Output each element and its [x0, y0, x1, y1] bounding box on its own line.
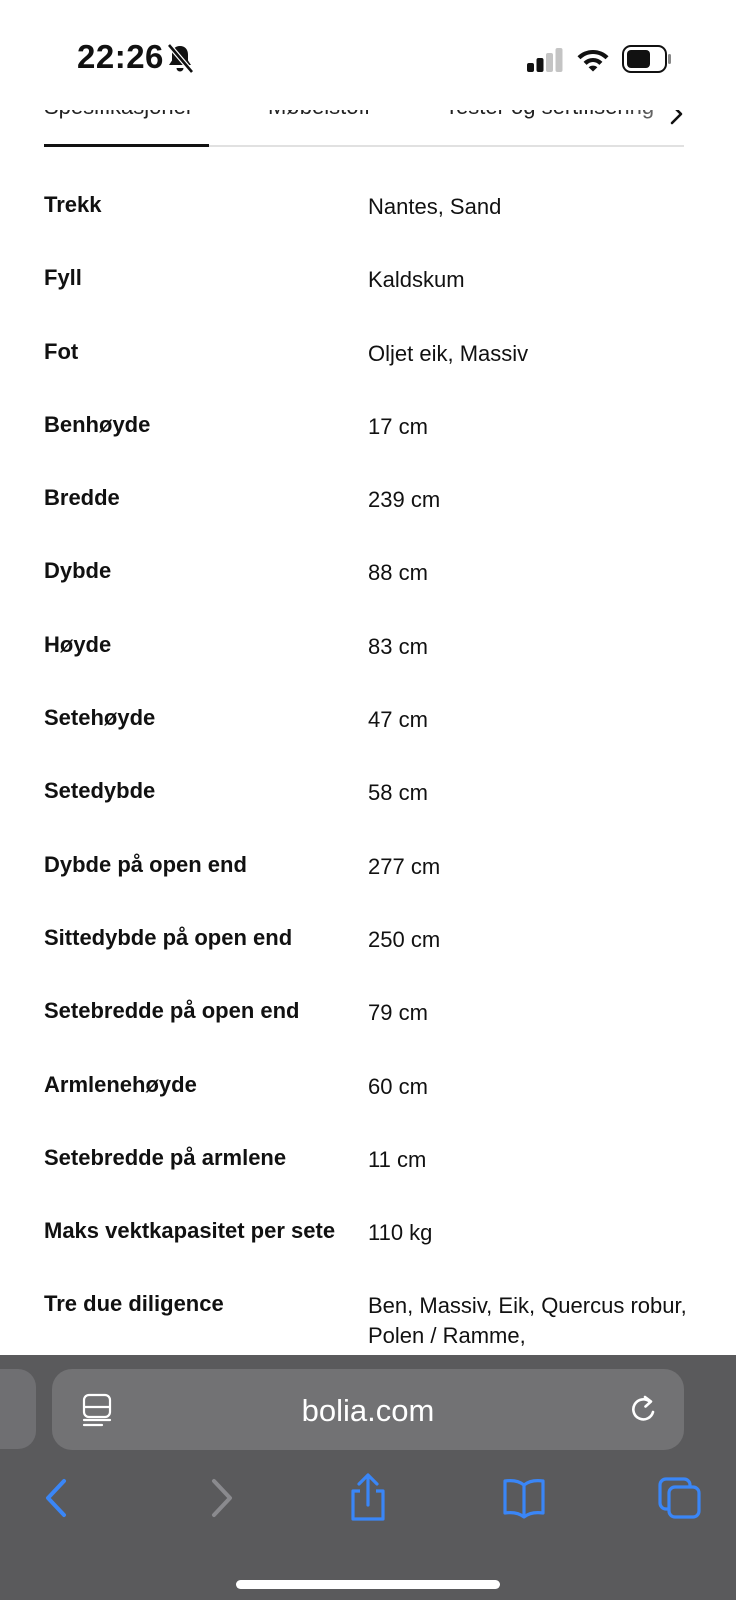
spec-label: Benhøyde: [44, 411, 151, 437]
spec-label: Dybde på open end: [44, 851, 247, 877]
spec-row: [0, 526, 736, 599]
spec-label: Fyll: [44, 265, 82, 291]
spec-row: [0, 1113, 736, 1186]
spec-label: Setedybde: [44, 778, 156, 804]
spec-row: [0, 820, 736, 893]
spec-label: Armlenehøyde: [44, 1071, 197, 1097]
spec-list: [0, 160, 736, 1349]
home-indicator: [236, 1580, 500, 1589]
spec-value: 58 cm: [368, 780, 428, 806]
spec-row: [0, 380, 736, 453]
spec-row: [0, 160, 736, 233]
spec-value: 239 cm: [368, 487, 441, 513]
tab-active-indicator: [44, 144, 209, 147]
tabs-icon[interactable]: [656, 1473, 704, 1523]
spec-label: Setebredde på armlene: [44, 1144, 287, 1170]
spec-value: 83 cm: [368, 633, 428, 659]
spec-label: Setehøyde: [44, 705, 156, 731]
spec-value: Kaldskum: [368, 267, 465, 293]
spec-value: 79 cm: [368, 1000, 428, 1026]
spec-row: [0, 1040, 736, 1113]
spec-value: Nantes, Sand: [368, 194, 502, 219]
spec-row: [0, 600, 736, 673]
spec-label: Bredde: [44, 485, 120, 511]
forward-icon[interactable]: [196, 1473, 244, 1523]
spec-value: 277 cm: [368, 853, 441, 879]
share-icon[interactable]: [344, 1473, 392, 1523]
spec-label: Sittedybde på open end: [44, 924, 293, 950]
status-bar: [0, 0, 736, 110]
battery-icon: [622, 45, 672, 73]
spec-value: Ben, Massiv, Eik, Quercus robur, Polen / Ramme,: [368, 1293, 687, 1349]
spec-row: [0, 673, 736, 746]
spec-value: Oljet eik, Massiv: [368, 340, 529, 366]
spec-row: [0, 1259, 736, 1349]
spec-label: Trekk: [44, 192, 102, 217]
spec-label: Tre due diligence: [44, 1291, 224, 1317]
spec-label: Setebredde på open end: [44, 998, 300, 1024]
url-text[interactable]: bolia.com: [301, 1393, 435, 1428]
spec-row: [0, 746, 736, 819]
spec-row: [0, 233, 736, 306]
back-icon[interactable]: [36, 1473, 84, 1523]
spec-label: Høyde: [44, 631, 112, 657]
status-time: 22:26: [77, 38, 164, 75]
spec-label: Maks vektkapasitet per sete: [44, 1218, 336, 1244]
spec-row: [0, 453, 736, 526]
spec-label: Dybde: [44, 558, 112, 584]
spec-label: Fot: [44, 338, 79, 364]
spec-value: 88 cm: [368, 560, 428, 586]
spec-row: [0, 307, 736, 380]
wifi-icon: [576, 46, 610, 72]
spec-value: 250 cm: [368, 926, 441, 952]
spec-row: [0, 1186, 736, 1259]
browser-toolbar: [0, 1355, 736, 1600]
spec-value: 60 cm: [368, 1073, 428, 1099]
bell-muted-icon: [166, 43, 194, 75]
reload-icon[interactable]: [628, 1393, 660, 1427]
spec-value: 47 cm: [368, 707, 428, 733]
spec-value: 17 cm: [368, 413, 428, 439]
bookmarks-icon[interactable]: [500, 1473, 548, 1523]
spec-value: 11 cm: [368, 1146, 427, 1172]
spec-row: [0, 893, 736, 966]
spec-value: 110 kg: [368, 1220, 433, 1246]
spec-row: [0, 966, 736, 1039]
cellular-signal-icon: [527, 48, 563, 72]
